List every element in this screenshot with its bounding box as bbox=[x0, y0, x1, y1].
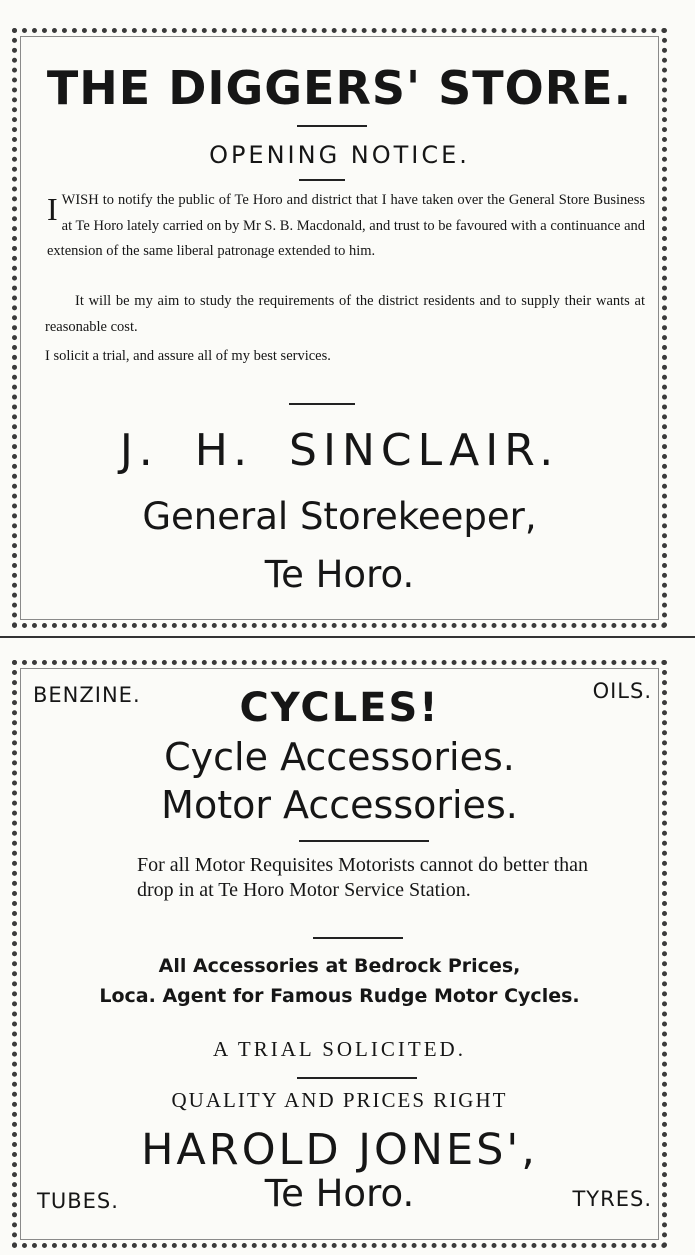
cycle-accessories: Cycle Accessories. bbox=[164, 735, 515, 779]
diggers-store-advertisement bbox=[12, 28, 667, 628]
divider bbox=[299, 179, 345, 181]
bedrock-prices bbox=[17, 951, 662, 1011]
notice-paragraph-3: I solicit a trial, and assure all of my best services. bbox=[45, 348, 331, 364]
motor-accessories: Motor Accessories. bbox=[161, 783, 518, 827]
divider bbox=[313, 937, 403, 939]
corner-benzine: BENZINE. bbox=[33, 683, 141, 707]
divider bbox=[297, 125, 367, 127]
motor-requisites-text: For all Motor Requisites Motorists cannot do better than drop in at Te Horo Motor Service Station. bbox=[137, 854, 589, 901]
quality-line: QUALITY AND PRICES RIGHT bbox=[171, 1088, 508, 1112]
store-location: Te Horo. bbox=[264, 553, 415, 596]
proprietor-name: HAROLD JONES', bbox=[141, 1125, 538, 1175]
bedrock-line-2: Loca. Agent for Famous Rudge Motor Cycles. bbox=[99, 985, 580, 1007]
column-separator bbox=[0, 636, 695, 638]
divider bbox=[297, 1077, 417, 1079]
paragraph-text: WISH to notify the public of Te Horo and district that I have taken over the General Store Business at Te Horo lately carried on by Mr S. B. Macdonald, and trust to be favoured with a continuance and extension of the same liberal patronage extended to him. bbox=[47, 192, 645, 259]
divider bbox=[299, 840, 429, 842]
notice-heading: OPENING NOTICE. bbox=[209, 141, 470, 169]
cycles-headline: CYCLES! bbox=[239, 685, 440, 731]
corner-tyres: TYRES. bbox=[572, 1187, 652, 1211]
shop-location: Te Horo. bbox=[264, 1172, 415, 1215]
store-title: THE DIGGERS' STORE. bbox=[46, 61, 633, 115]
cycles-advertisement bbox=[12, 660, 667, 1248]
notice-paragraph-1 bbox=[47, 188, 645, 265]
corner-tubes: TUBES. bbox=[37, 1189, 119, 1213]
trial-solicited: A TRIAL SOLICITED. bbox=[213, 1037, 466, 1061]
divider bbox=[289, 403, 355, 405]
drop-cap: I bbox=[47, 191, 58, 227]
corner-oils: OILS. bbox=[592, 679, 652, 703]
bedrock-line-1: All Accessories at Bedrock Prices, bbox=[158, 955, 521, 977]
proprietor-title: General Storekeeper, bbox=[142, 495, 537, 538]
notice-paragraph-2: It will be my aim to study the requirements of the district residents and to supply their wants at reasonable cost. bbox=[45, 293, 645, 335]
proprietor-name: J. H. SINCLAIR. bbox=[119, 425, 560, 476]
